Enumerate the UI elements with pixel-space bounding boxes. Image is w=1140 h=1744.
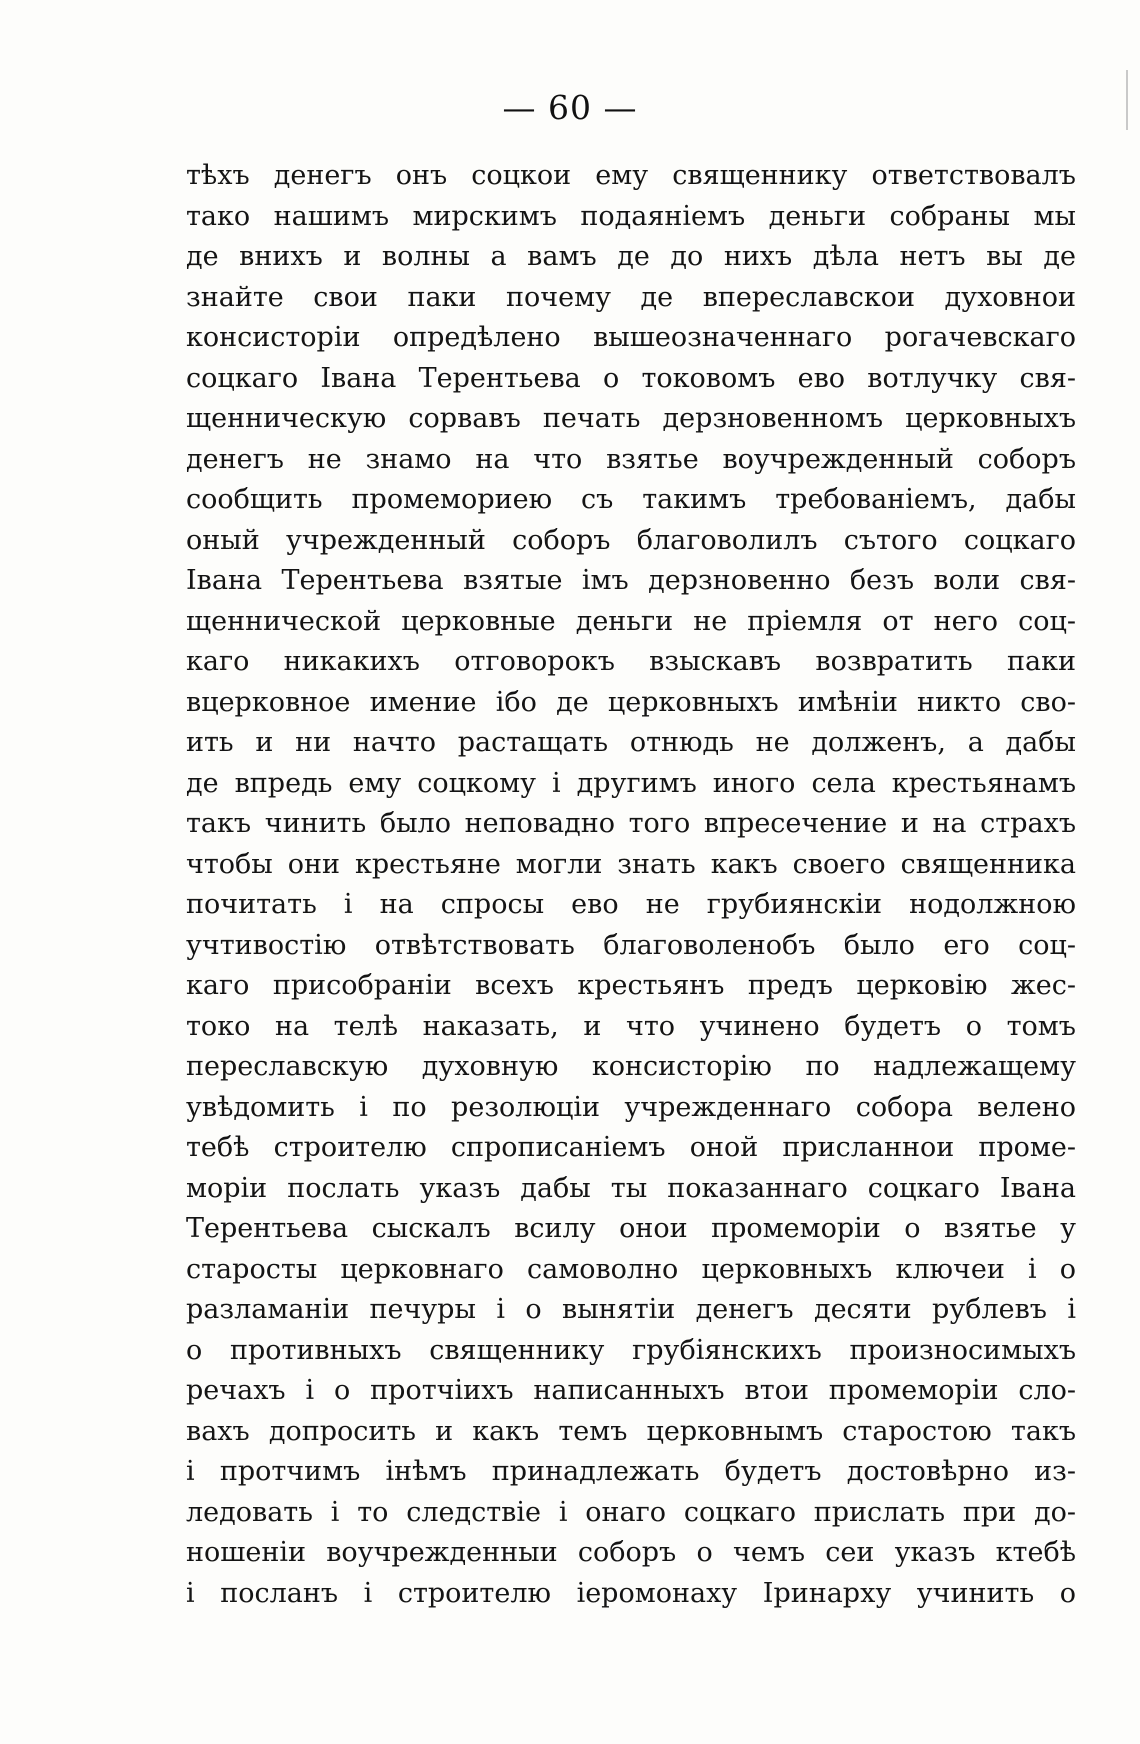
text-line: ить и ни начто растащать отнюдь не долженъ, а дабы — [186, 727, 1076, 758]
body-text — [186, 156, 1076, 1614]
text-line: соцкаго Івана Терентьева о токовомъ ево вотлучку свя- — [186, 362, 1076, 394]
text-line: ношеніи воучрежденныи соборъ о чемъ сеи указъ ктебѣ — [186, 1537, 1076, 1568]
text-line: такъ чинить было неповадно того впресечение и на страхъ — [186, 808, 1076, 839]
text-line: вцерковное имение ібо де церковныхъ имѣніи никто сво- — [186, 686, 1076, 718]
text-line: тако нашимъ мирскимъ подаяніемъ деньги собраны мы — [186, 200, 1076, 232]
text-line: і посланъ і строителю іеромонаху Іринарху учинить о — [186, 1577, 1076, 1609]
text-line: учтивостію отвѣтствовать благоволенобъ было его соц- — [186, 929, 1076, 961]
text-line: тебѣ строителю спрописаніемъ оной присланнои проме- — [186, 1132, 1076, 1163]
text-line: оный учрежденный соборъ благоволилъ сътого соцкаго — [186, 524, 1076, 556]
text-line: почитать і на спросы ево не грубиянскіи нодолжною — [186, 889, 1076, 920]
text-line: переславскую духовную консисторію по надлежащему — [186, 1051, 1076, 1082]
text-line: консисторіи опредѣлено вышеозначеннаго рогачевскаго — [186, 322, 1076, 353]
text-line: вахъ допросить и какъ темъ церковнымъ старостою такъ — [186, 1415, 1076, 1447]
text-line: моріи послать указъ дабы ты показаннаго соцкаго Івана — [186, 1172, 1076, 1204]
text-line: старосты церковнаго самоволно церковныхъ ключеи і о — [186, 1253, 1076, 1285]
text-line: чтобы они крестьяне могли знать какъ своего священника — [186, 848, 1076, 880]
text-line: сообщить промемориею съ такимъ требованіемъ, дабы — [186, 484, 1076, 515]
text-line: знайте свои паки почему де впереславскои духовнои — [186, 281, 1076, 313]
text-line: тѣхъ денегъ онъ соцкои ему священнику ответствовалъ — [186, 160, 1076, 191]
text-line: речахъ і о протчіихъ написанныхъ втои промеморіи сло- — [186, 1375, 1076, 1406]
text-line: Терентьева сыскалъ всилу онои промеморіи о взятье у — [186, 1213, 1076, 1244]
text-line: денегъ не знамо на что взятье воучрежденный соборъ — [186, 443, 1076, 475]
text-line: щеннической церковные деньги не пріемля от него соц- — [186, 605, 1076, 637]
text-line: каго никакихъ отговорокъ взыскавъ возвратить паки — [186, 646, 1076, 677]
text-line: увѣдомить і по резолюціи учрежденнаго собора велено — [186, 1091, 1076, 1123]
text-line: ледовать і то следствіе і онаго соцкаго прислать при до- — [186, 1496, 1076, 1528]
text-line: Івана Терентьева взятые імъ дерзновенно безъ воли свя- — [186, 565, 1076, 596]
text-line: токо на телѣ наказать, и что учинено будетъ о томъ — [186, 1010, 1076, 1042]
page-number: — 60 — — [502, 88, 638, 127]
text-line: разламаніи печуры і о вынятіи денегъ десяти рублевъ і — [186, 1294, 1076, 1325]
text-line: каго присобраніи всехъ крестьянъ предъ церковію жес- — [186, 970, 1076, 1001]
text-line: і протчимъ інѣмъ принадлежать будетъ достовѣрно из- — [186, 1456, 1076, 1487]
text-line: де впредь ему соцкому і другимъ иного села крестьянамъ — [186, 767, 1076, 799]
text-line: о противныхъ священнику грубіянскихъ произносимыхъ — [186, 1334, 1076, 1366]
text-line: де внихъ и волны а вамъ де до нихъ дѣла нетъ вы де — [186, 241, 1076, 272]
text-line: щенническую сорвавъ печать дерзновенномъ церковныхъ — [186, 403, 1076, 434]
